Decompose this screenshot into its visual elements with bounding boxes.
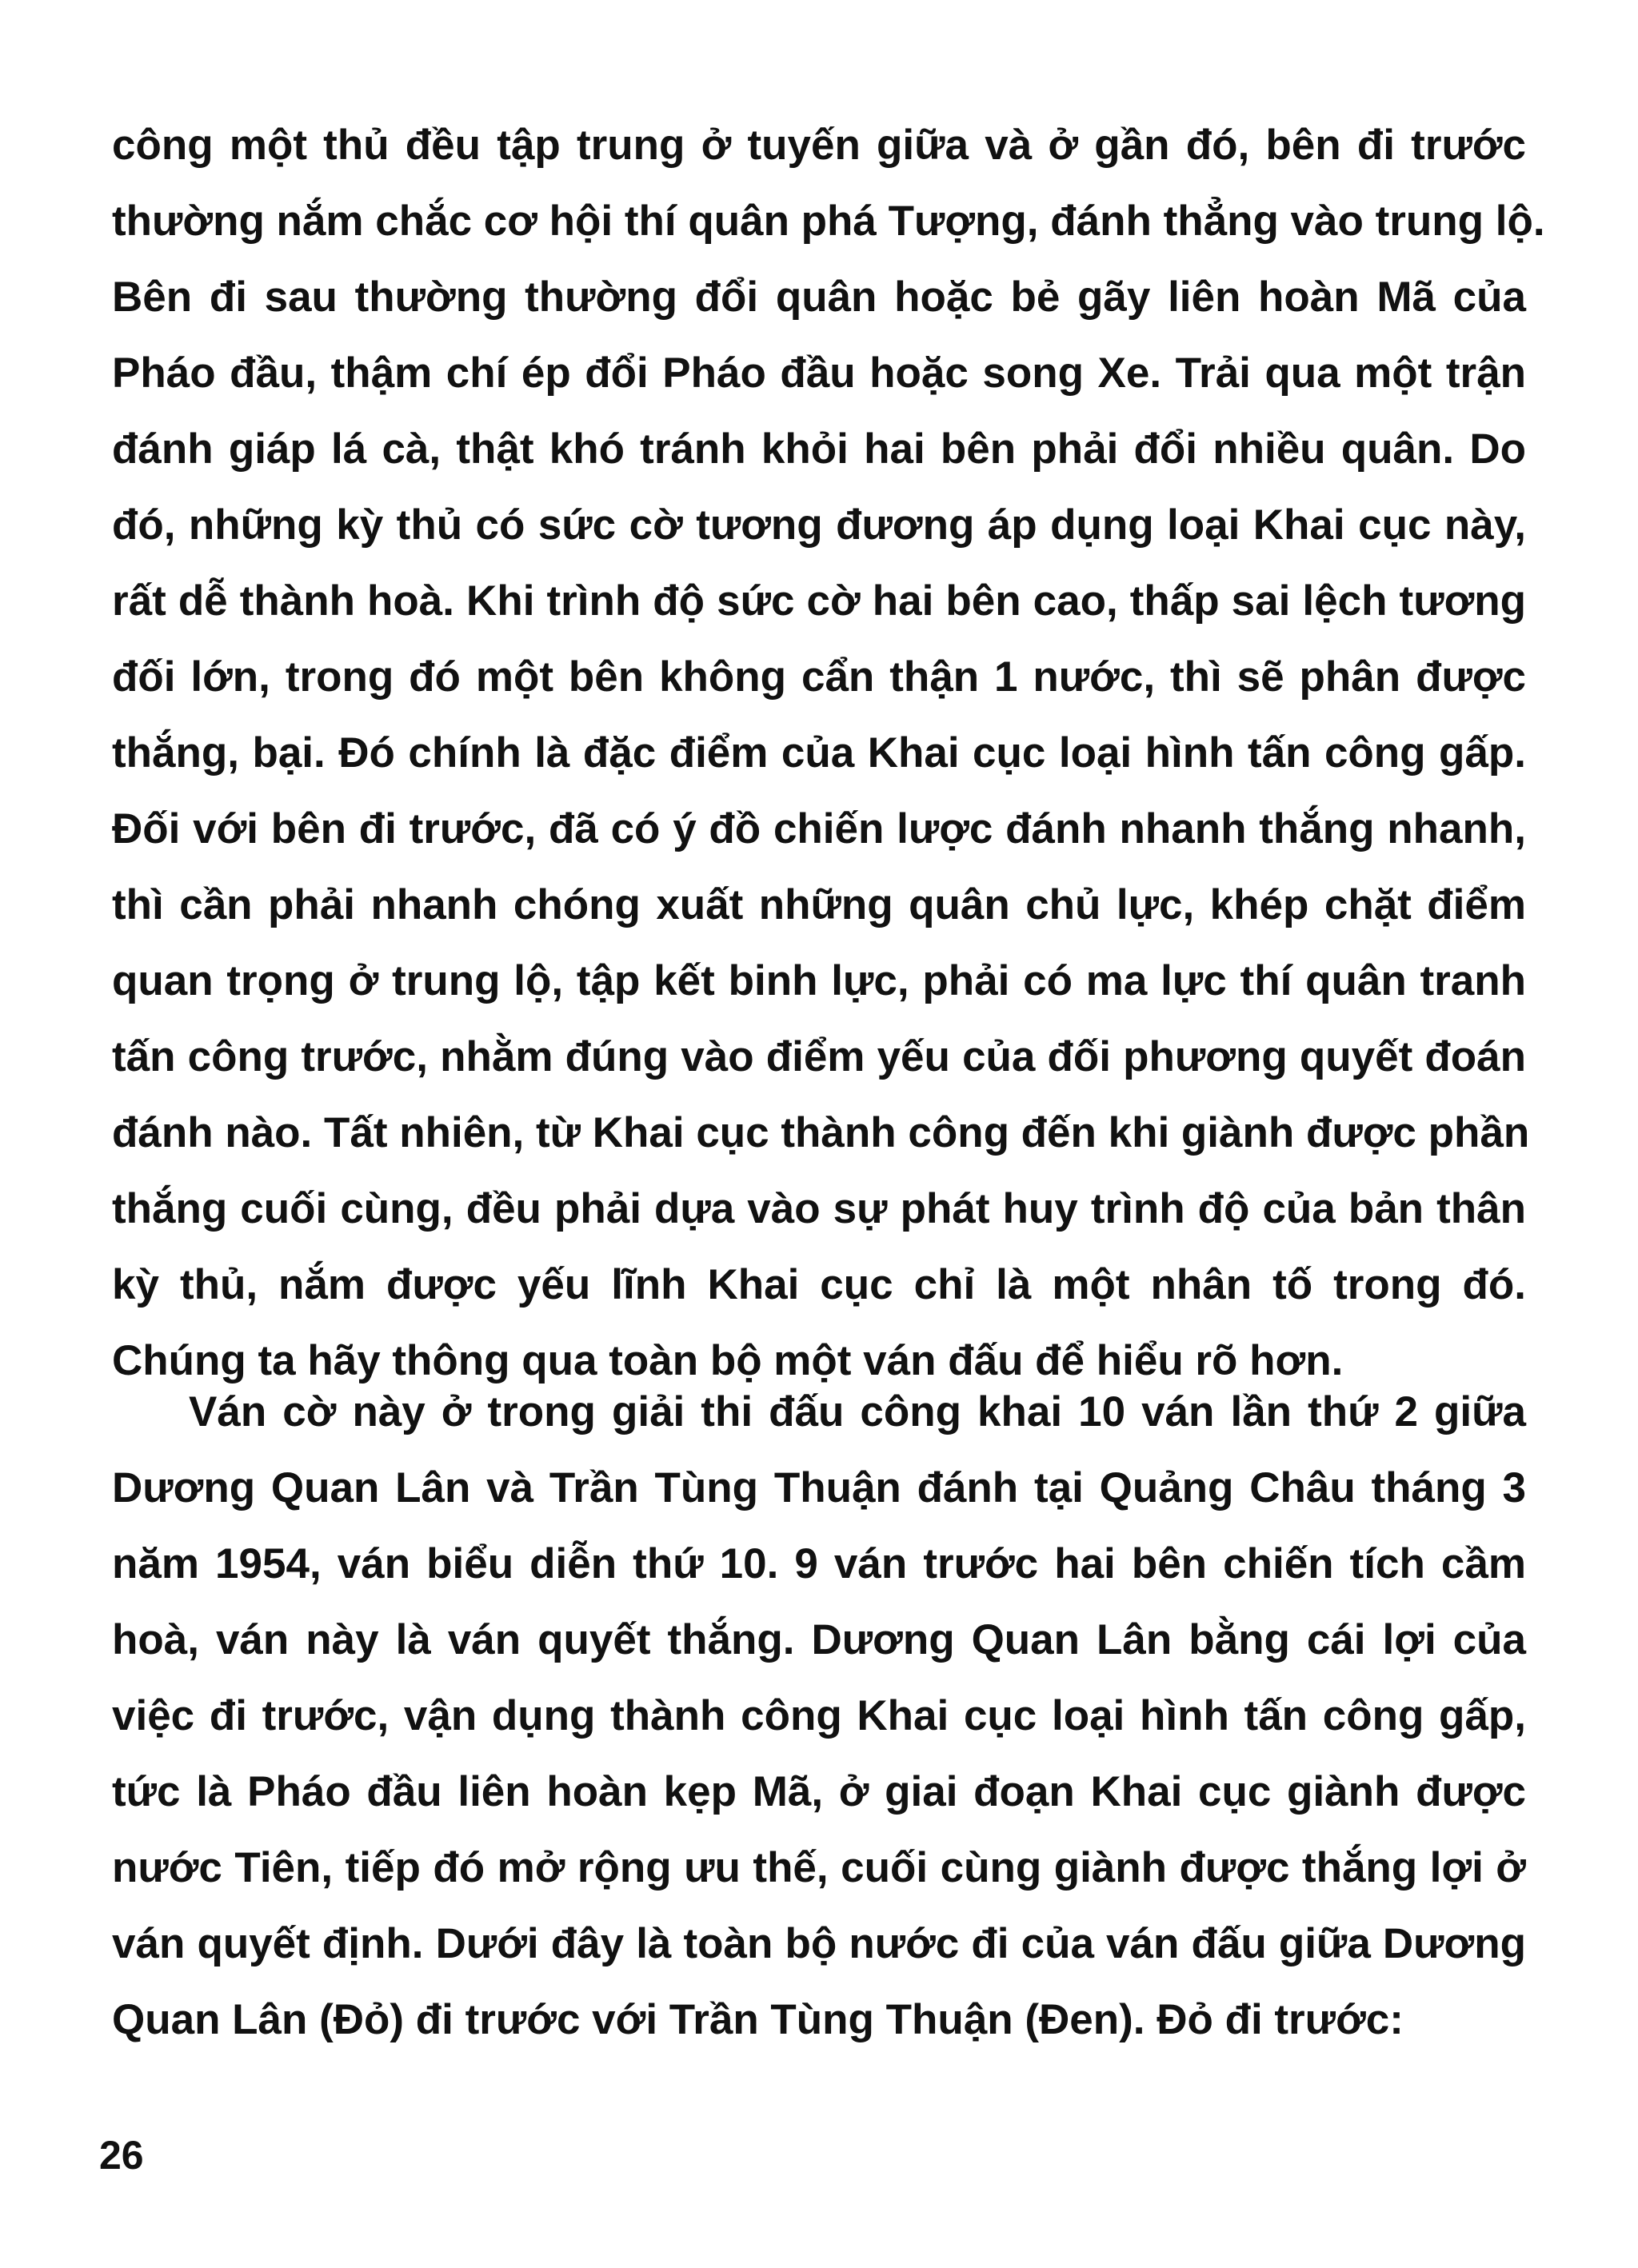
text-line: thắng cuối cùng, đều phải dựa vào sự phát huy trình độ của bản thân [112,1185,1526,1232]
paragraph-game-intro [112,1374,1526,2058]
text-line: thắng, bại. Đó chính là đặc điểm của Khai cục loại hình tấn công gấp. [112,729,1526,777]
text-line: kỳ thủ, nắm được yếu lĩnh Khai cục chỉ là một nhân tố trong đó. [112,1261,1526,1308]
text-line: việc đi trước, vận dụng thành công Khai cục loại hình tấn công gấp, [112,1692,1526,1739]
text-line: quan trọng ở trung lộ, tập kết binh lực, phải có ma lực thí quân tranh [112,957,1526,1004]
page-number: 26 [99,2133,144,2178]
text-line: Pháo đầu, thậm chí ép đổi Pháo đầu hoặc song Xe. Trải qua một trận [112,349,1526,397]
text-line: tức là Pháo đầu liên hoàn kẹp Mã, ở giai đoạn Khai cục giành được [112,1768,1526,1815]
text-line: rất dễ thành hoà. Khi trình độ sức cờ hai bên cao, thấp sai lệch tương [112,577,1526,625]
text-line: Dương Quan Lân và Trần Tùng Thuận đánh tại Quảng Châu tháng 3 [112,1464,1526,1511]
text-line: tấn công trước, nhằm đúng vào điểm yếu của đối phương quyết đoán [112,1033,1526,1080]
text-line: Đối với bên đi trước, đã có ý đồ chiến lược đánh nhanh thắng nhanh, [112,805,1526,852]
text-line: công một thủ đều tập trung ở tuyến giữa và ở gần đó, bên đi trước [112,122,1526,169]
paragraph-opening-analysis [112,107,1545,1399]
text-line: Chúng ta hãy thông qua toàn bộ một ván đấu để hiểu rõ hơn. [112,1337,1344,1384]
text-line: đánh giáp lá cà, thật khó tránh khỏi hai bên phải đổi nhiều quân. Do [112,425,1526,473]
text-line: Quan Lân (Đỏ) đi trước với Trần Tùng Thuận (Đen). Đỏ đi trước: [112,1996,1404,2043]
text-line: thường nắm chắc cơ hội thí quân phá Tượng, đánh thẳng vào trung lộ. [112,198,1545,245]
text-line: nước Tiên, tiếp đó mở rộng ưu thế, cuối cùng giành được thắng lợi ở [112,1844,1526,1891]
text-line: Ván cờ này ở trong giải thi đấu công khai 10 ván lần thứ 2 giữa [189,1388,1526,1435]
text-line: thì cần phải nhanh chóng xuất những quân chủ lực, khép chặt điểm [112,881,1526,928]
text-line: năm 1954, ván biểu diễn thứ 10. 9 ván trước hai bên chiến tích cầm [112,1540,1526,1587]
text-line: đánh nào. Tất nhiên, từ Khai cục thành công đến khi giành được phần [112,1109,1530,1156]
text-line: Bên đi sau thường thường đổi quân hoặc bẻ gãy liên hoàn Mã của [112,274,1526,321]
text-line: đối lớn, trong đó một bên không cẩn thận 1 nước, thì sẽ phân được [112,653,1526,701]
text-line: hoà, ván này là ván quyết thắng. Dương Quan Lân bằng cái lợi của [112,1616,1526,1663]
text-line: ván quyết định. Dưới đây là toàn bộ nước đi của ván đấu giữa Dương [112,1920,1526,1967]
text-line: đó, những kỳ thủ có sức cờ tương đương áp dụng loại Khai cục này, [112,501,1526,549]
